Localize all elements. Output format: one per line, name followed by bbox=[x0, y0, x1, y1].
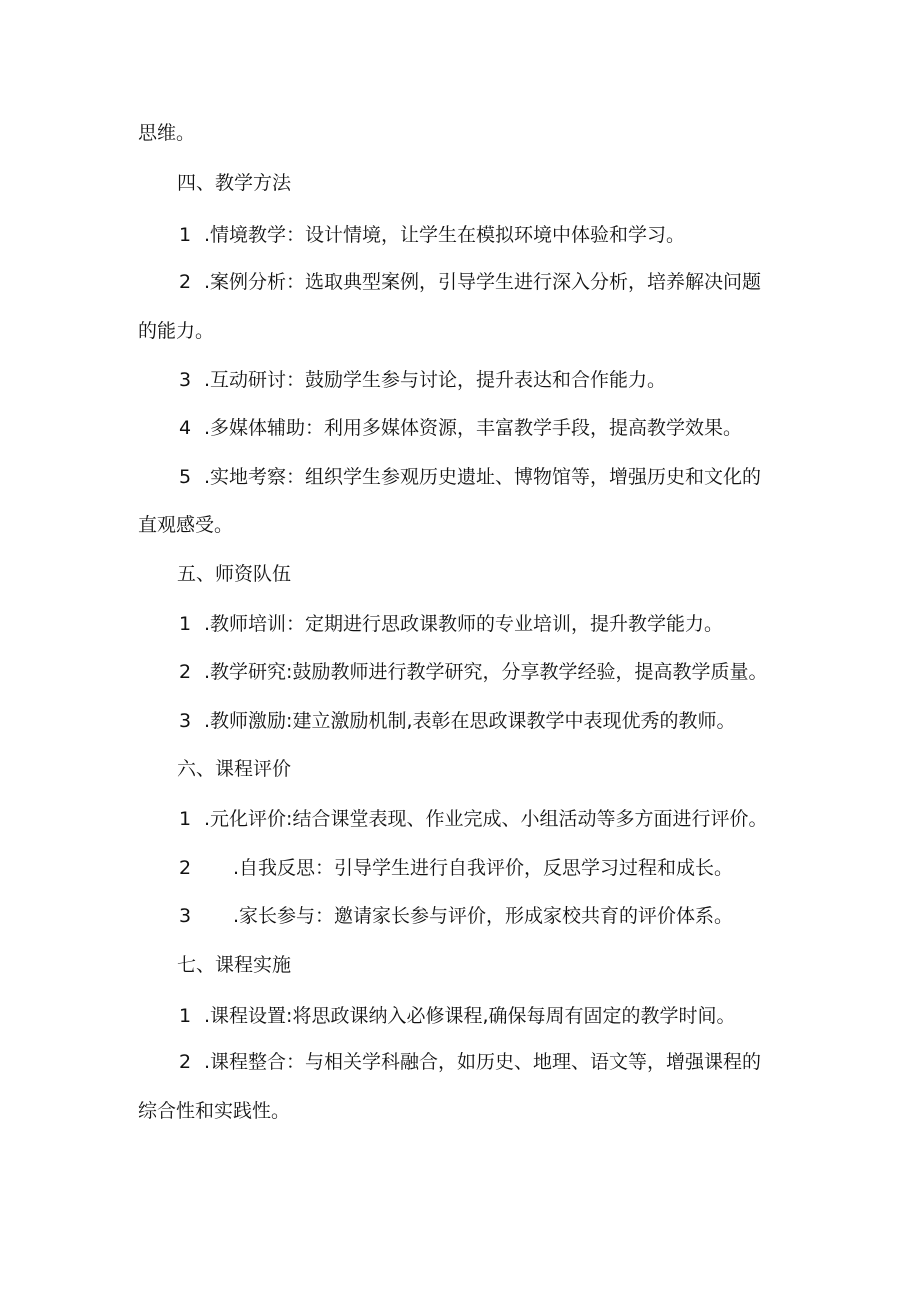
list-item-text: .自我反思：引导学生进行自我评价，反思学习过程和成长。 bbox=[233, 857, 734, 879]
section-heading-implementation: 七、课程实施 bbox=[177, 954, 292, 976]
list-number: 2 bbox=[179, 271, 192, 293]
list-item-text: .多媒体辅助：利用多媒体资源，丰富教学手段，提高教学效果。 bbox=[204, 417, 743, 439]
section-heading-methods: 四、教学方法 bbox=[177, 172, 292, 194]
list-item-text: .情境教学：设计情境，让学生在模拟环境中体验和学习。 bbox=[204, 224, 686, 246]
list-item-continuation: 直观感受。 bbox=[138, 514, 234, 536]
list-item-text: .实地考察：组织学生参观历史遗址、博物馆等，增强历史和文化的 bbox=[204, 466, 762, 488]
list-number: 5 bbox=[179, 466, 192, 488]
list-number: 1 bbox=[179, 224, 192, 246]
list-item-text: .互动研讨：鼓励学生参与讨论，提升表达和合作能力。 bbox=[204, 369, 667, 391]
list-number: 1 bbox=[179, 808, 192, 830]
list-item-text: .家长参与：邀请家长参与评价，形成家校共育的评价体系。 bbox=[233, 905, 734, 927]
list-item-continuation: 综合性和实践性。 bbox=[138, 1100, 291, 1122]
list-number: 1 bbox=[179, 1005, 192, 1027]
list-number: 3 bbox=[179, 710, 192, 732]
carryover-text: 思维。 bbox=[138, 122, 196, 144]
list-item-text: .教师激励:建立激励机制,表彰在思政课教学中表现优秀的教师。 bbox=[204, 710, 736, 732]
list-number: 3 bbox=[179, 905, 192, 927]
section-heading-evaluation: 六、课程评价 bbox=[177, 758, 292, 780]
list-item-continuation: 的能力。 bbox=[138, 320, 215, 342]
list-item-text: .元化评价:结合课堂表现、作业完成、小组活动等多方面进行评价。 bbox=[204, 808, 768, 830]
list-item-text: .课程整合：与相关学科融合，如历史、地理、语文等，增强课程的 bbox=[204, 1051, 762, 1073]
list-number: 2 bbox=[179, 661, 192, 683]
list-item-text: .教学研究:鼓励教师进行教学研究，分享教学经验，提高教学质量。 bbox=[204, 661, 768, 683]
list-item-text: .课程设置:将思政课纳入必修课程,确保每周有固定的教学时间。 bbox=[204, 1005, 736, 1027]
list-number: 3 bbox=[179, 369, 192, 391]
list-item-text: .案例分析：选取典型案例，引导学生进行深入分析，培养解决问题 bbox=[204, 271, 762, 293]
list-number: 2 bbox=[179, 1051, 192, 1073]
list-number: 1 bbox=[179, 613, 192, 635]
section-heading-faculty: 五、师资队伍 bbox=[177, 563, 292, 585]
list-number: 4 bbox=[179, 417, 192, 439]
list-item-text: .教师培训：定期进行思政课教师的专业培训，提升教学能力。 bbox=[204, 613, 724, 635]
list-number: 2 bbox=[179, 857, 192, 879]
